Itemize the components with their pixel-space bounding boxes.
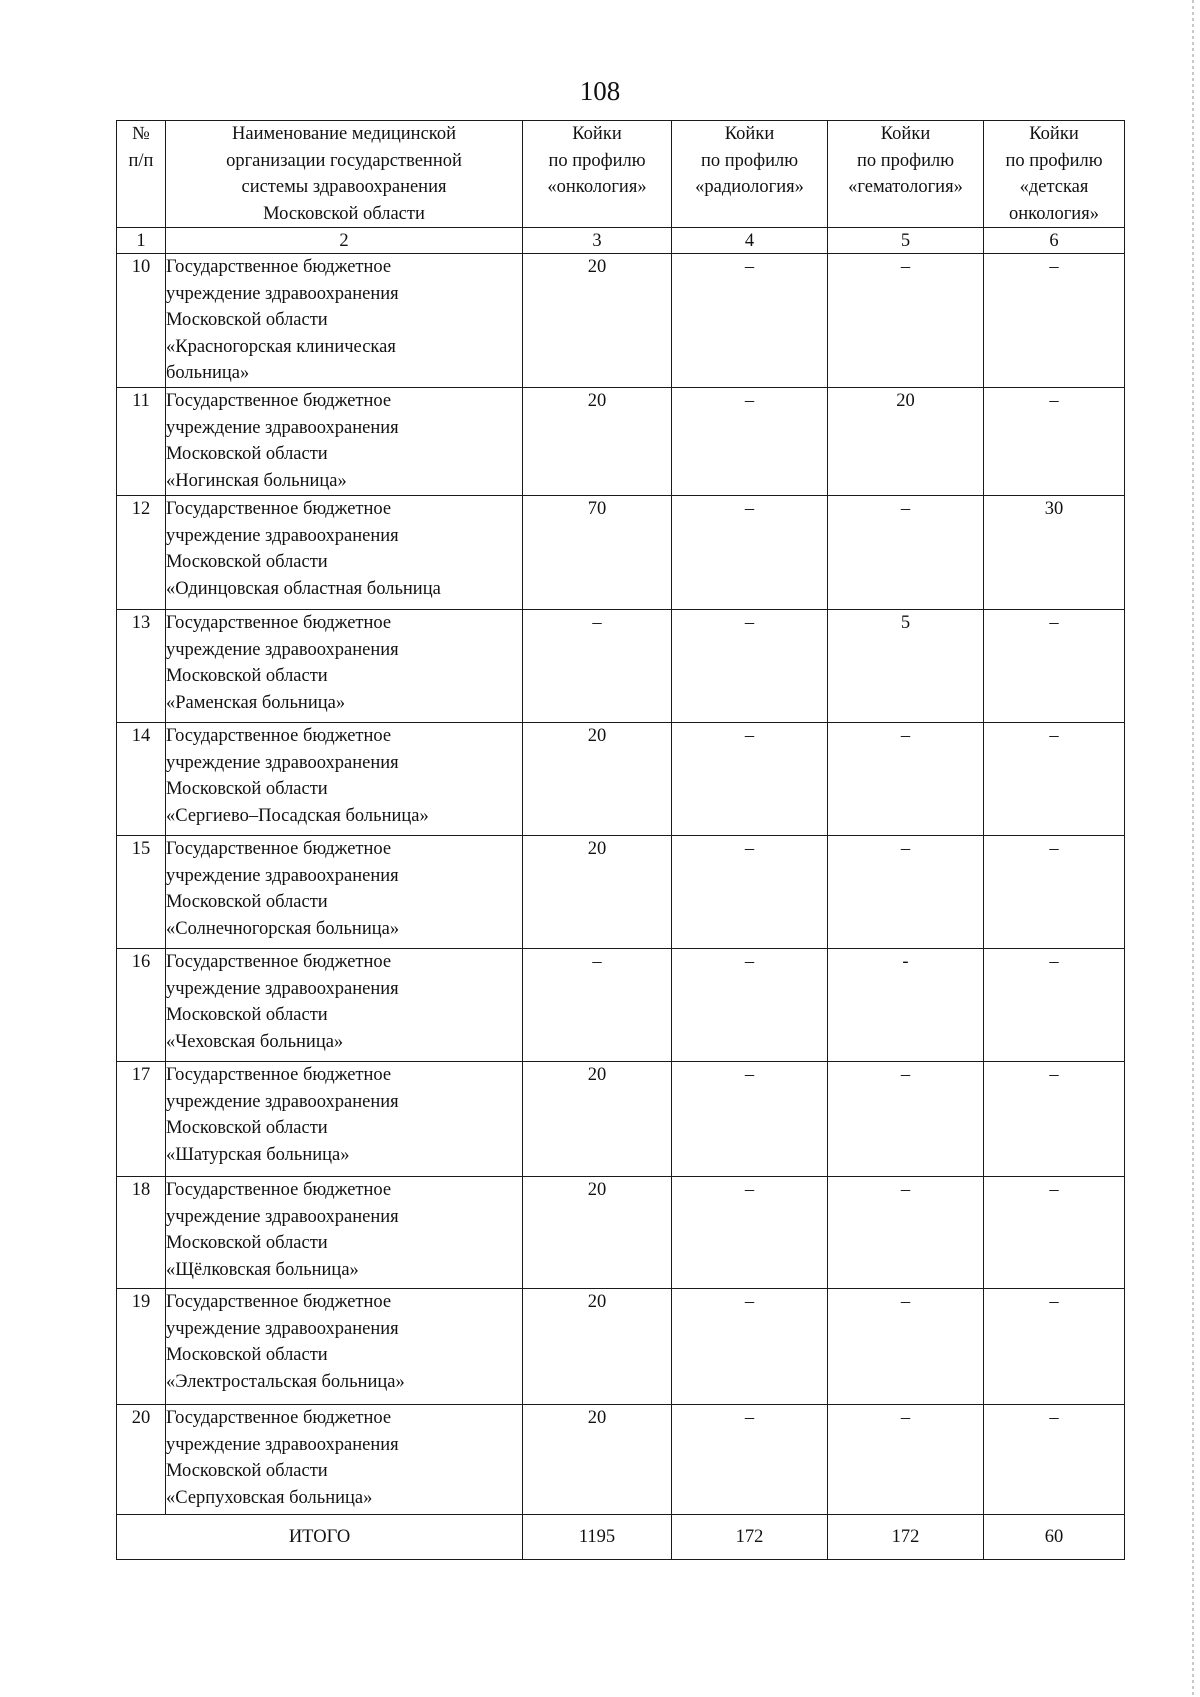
hematology-beds: –	[828, 1177, 984, 1289]
child-oncology-beds: –	[984, 1289, 1125, 1405]
hematology-beds: –	[828, 254, 984, 388]
radiology-beds: –	[672, 1177, 828, 1289]
row-number: 17	[117, 1062, 166, 1177]
oncology-beds: –	[523, 949, 672, 1062]
total-row	[117, 1515, 1125, 1560]
row-number: 15	[117, 836, 166, 949]
header-child-oncology: Койки по профилю «детская онкология»	[984, 121, 1125, 228]
radiology-beds: –	[672, 949, 828, 1062]
organization-name: Государственное бюджетное учреждение здравоохранения Московской области «Ногинская больница»	[166, 388, 523, 496]
oncology-beds: 20	[523, 1177, 672, 1289]
header-oncology: Койки по профилю «онкология»	[523, 121, 672, 228]
table-row	[117, 388, 1125, 496]
organization-name: Государственное бюджетное учреждение здравоохранения Московской области «Одинцовская областная больница	[166, 496, 523, 610]
hematology-beds: -	[828, 949, 984, 1062]
column-number: 6	[984, 228, 1125, 254]
radiology-beds: –	[672, 836, 828, 949]
hematology-beds: –	[828, 496, 984, 610]
column-number: 1	[117, 228, 166, 254]
oncology-beds: 20	[523, 723, 672, 836]
child-oncology-beds: –	[984, 836, 1125, 949]
oncology-beds: 70	[523, 496, 672, 610]
hematology-beds: –	[828, 1289, 984, 1405]
radiology-beds: –	[672, 610, 828, 723]
radiology-beds: –	[672, 1289, 828, 1405]
total-radiology: 172	[672, 1515, 828, 1560]
organization-name: Государственное бюджетное учреждение здравоохранения Московской области «Раменская больница»	[166, 610, 523, 723]
organization-name: Государственное бюджетное учреждение здравоохранения Московской области «Щёлковская больница»	[166, 1177, 523, 1289]
child-oncology-beds: –	[984, 949, 1125, 1062]
child-oncology-beds: –	[984, 1177, 1125, 1289]
child-oncology-beds: –	[984, 1405, 1125, 1515]
header-hematology: Койки по профилю «гематология»	[828, 121, 984, 228]
row-number: 11	[117, 388, 166, 496]
row-number: 12	[117, 496, 166, 610]
table-row	[117, 1289, 1125, 1405]
column-number-row	[117, 228, 1125, 254]
radiology-beds: –	[672, 254, 828, 388]
column-number: 2	[166, 228, 523, 254]
organization-name: Государственное бюджетное учреждение здравоохранения Московской области «Серпуховская больница»	[166, 1405, 523, 1515]
total-child-oncology: 60	[984, 1515, 1125, 1560]
column-number: 5	[828, 228, 984, 254]
table-row	[117, 949, 1125, 1062]
table-row	[117, 1062, 1125, 1177]
child-oncology-beds: 30	[984, 496, 1125, 610]
radiology-beds: –	[672, 723, 828, 836]
hematology-beds: –	[828, 723, 984, 836]
row-number: 13	[117, 610, 166, 723]
organization-name: Государственное бюджетное учреждение здравоохранения Московской области «Солнечногорская больница»	[166, 836, 523, 949]
header-organization: Наименование медицинской организации государственной системы здравоохранения Московской области	[166, 121, 523, 228]
child-oncology-beds: –	[984, 1062, 1125, 1177]
total-hematology: 172	[828, 1515, 984, 1560]
total-label: ИТОГО	[117, 1515, 523, 1560]
table-row	[117, 723, 1125, 836]
oncology-beds: 20	[523, 836, 672, 949]
table-row	[117, 1405, 1125, 1515]
row-number: 19	[117, 1289, 166, 1405]
header-radiology: Койки по профилю «радиология»	[672, 121, 828, 228]
hematology-beds: –	[828, 836, 984, 949]
organization-name: Государственное бюджетное учреждение здравоохранения Московской области «Сергиево–Посадская больница»	[166, 723, 523, 836]
radiology-beds: –	[672, 1062, 828, 1177]
table-row	[117, 254, 1125, 388]
row-number: 20	[117, 1405, 166, 1515]
organization-name: Государственное бюджетное учреждение здравоохранения Московской области «Красногорская клиническая больница»	[166, 254, 523, 388]
oncology-beds: 20	[523, 1289, 672, 1405]
hematology-beds: 5	[828, 610, 984, 723]
oncology-beds: 20	[523, 1405, 672, 1515]
row-number: 18	[117, 1177, 166, 1289]
radiology-beds: –	[672, 1405, 828, 1515]
child-oncology-beds: –	[984, 254, 1125, 388]
hematology-beds: 20	[828, 388, 984, 496]
column-number: 4	[672, 228, 828, 254]
child-oncology-beds: –	[984, 610, 1125, 723]
organization-name: Государственное бюджетное учреждение здравоохранения Московской области «Чеховская больница»	[166, 949, 523, 1062]
page-number: 108	[579, 76, 621, 106]
hematology-beds: –	[828, 1405, 984, 1515]
table-row	[117, 1177, 1125, 1289]
radiology-beds: –	[672, 388, 828, 496]
table-row	[117, 496, 1125, 610]
header-number: № п/п	[117, 121, 166, 228]
column-number: 3	[523, 228, 672, 254]
row-number: 14	[117, 723, 166, 836]
table-row	[117, 836, 1125, 949]
scan-edge-line	[1192, 0, 1194, 1697]
oncology-beds: –	[523, 610, 672, 723]
organization-name: Государственное бюджетное учреждение здравоохранения Московской области «Электростальская больница»	[166, 1289, 523, 1405]
child-oncology-beds: –	[984, 388, 1125, 496]
beds-table	[116, 120, 1125, 1560]
radiology-beds: –	[672, 496, 828, 610]
child-oncology-beds: –	[984, 723, 1125, 836]
hematology-beds: –	[828, 1062, 984, 1177]
organization-name: Государственное бюджетное учреждение здравоохранения Московской области «Шатурская больница»	[166, 1062, 523, 1177]
row-number: 10	[117, 254, 166, 388]
header-row	[117, 121, 1125, 228]
oncology-beds: 20	[523, 254, 672, 388]
oncology-beds: 20	[523, 388, 672, 496]
total-oncology: 1195	[523, 1515, 672, 1560]
row-number: 16	[117, 949, 166, 1062]
table-row	[117, 610, 1125, 723]
oncology-beds: 20	[523, 1062, 672, 1177]
